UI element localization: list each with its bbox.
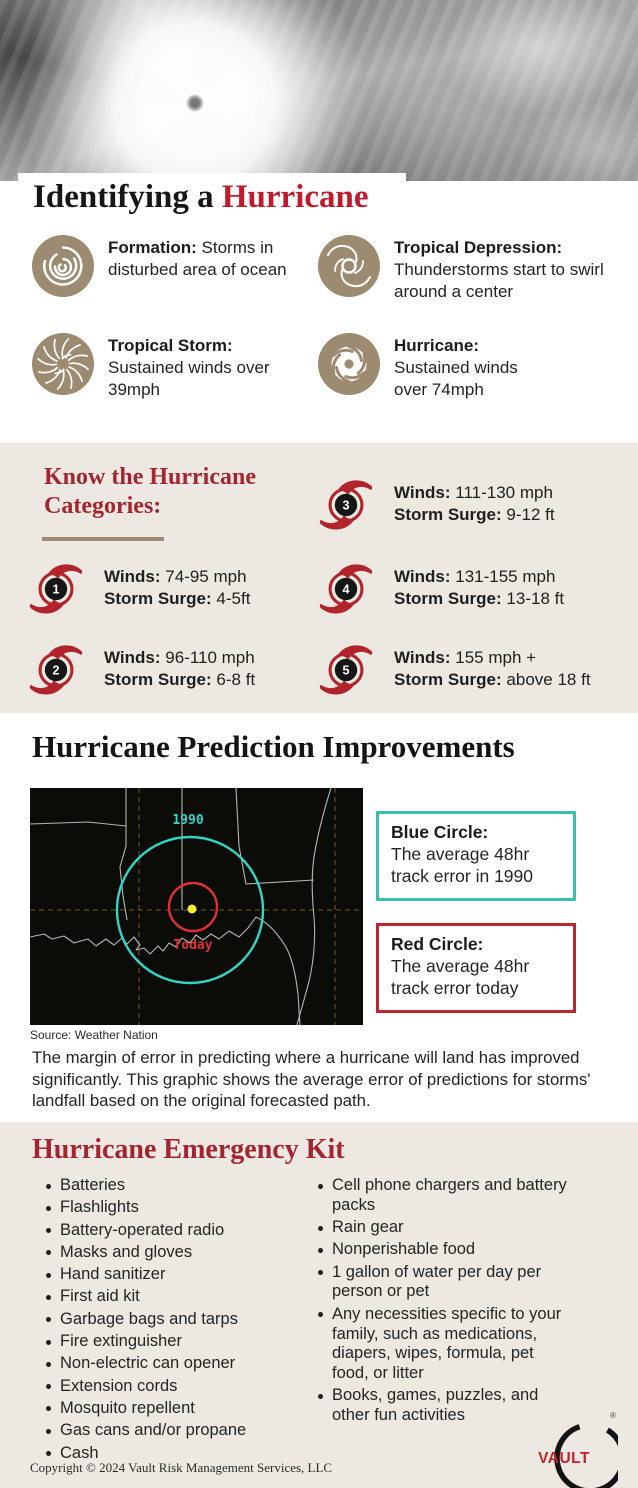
winds-line <box>104 647 255 669</box>
kit-item: Non-electric can opener <box>40 1354 290 1374</box>
kit-item: Masks and gloves <box>40 1243 290 1263</box>
hero-satellite-photo <box>0 0 638 216</box>
legend-body: The average 48hr track error today <box>391 955 530 998</box>
legend-blue-circle <box>376 811 576 901</box>
category-1 <box>28 560 250 616</box>
winds-value: 74-95 mph <box>165 566 247 586</box>
legend-red-circle <box>376 923 576 1013</box>
category-4 <box>318 560 564 616</box>
surge-line <box>104 588 250 610</box>
categories-section <box>0 443 638 713</box>
kit-item: Hand sanitizer <box>40 1265 290 1285</box>
kit-item: Garbage bags and tarps <box>40 1310 290 1330</box>
category-text <box>394 566 564 611</box>
hurricane-category-icon <box>28 560 84 616</box>
kit-item: Mosquito repellent <box>40 1399 290 1419</box>
kit-item: Nonperishable food <box>312 1240 574 1260</box>
spiral-arms-icon <box>318 235 380 297</box>
map-label-1990: 1990 <box>172 813 204 828</box>
kit-item: 1 gallon of water per day per person or pet <box>312 1263 574 1303</box>
emergency-kit-section <box>0 1122 638 1488</box>
stage-hurricane <box>318 333 544 400</box>
kit-item: Books, games, puzzles, and other fun activities <box>312 1386 574 1426</box>
surge-line <box>394 588 564 610</box>
legend-body: The average 48hr track error in 1990 <box>391 843 534 886</box>
category-text <box>394 482 555 527</box>
stage-text <box>108 237 293 281</box>
page-title <box>18 173 406 228</box>
stage-text <box>394 237 619 302</box>
winds-label: Winds: <box>104 647 161 667</box>
stage-label: Hurricane: <box>394 336 480 355</box>
surge-label: Storm Surge: <box>104 589 212 608</box>
category-text <box>104 647 255 692</box>
categories-heading: Know the Hurricane Categories: <box>44 464 256 519</box>
category-number: 2 <box>52 663 60 678</box>
surge-value: above 18 ft <box>506 670 591 689</box>
winds-value: 155 mph + <box>455 647 537 667</box>
map-source: Source: Weather Nation <box>30 1028 158 1042</box>
surge-label: Storm Surge: <box>394 670 502 689</box>
stage-label: Formation: <box>108 238 197 257</box>
stage-formation <box>32 235 293 297</box>
stage-tropical-storm <box>32 333 293 400</box>
winds-line <box>394 647 591 669</box>
kit-item: Any necessities specific to your family, such as medications, diapers, wipes, formula, pet food, or litter <box>312 1305 574 1384</box>
category-2 <box>28 641 255 697</box>
kit-item: Cell phone chargers and battery packs <box>312 1176 574 1216</box>
winds-label: Winds: <box>394 647 451 667</box>
kit-item: Rain gear <box>312 1218 574 1238</box>
copyright-text: Copyright © 2024 Vault Risk Management Services, LLC <box>30 1460 333 1475</box>
kit-item: Cash <box>40 1444 290 1464</box>
registered-mark: ® <box>610 1411 616 1420</box>
stage-desc: Thunderstorms start to swirl around a center <box>394 259 604 301</box>
starburst-swirl-icon <box>32 333 94 395</box>
surge-value: 9-12 ft <box>506 505 555 524</box>
hurricane-category-icon <box>318 560 374 616</box>
kit-item: Fire extinguisher <box>40 1332 290 1352</box>
logo-text: VAULT <box>538 1450 590 1467</box>
category-3 <box>318 476 555 532</box>
kit-list-left <box>40 1176 290 1466</box>
surge-line <box>104 669 255 691</box>
stage-desc: Sustained winds over 74mph <box>394 357 518 399</box>
stage-text <box>394 335 544 400</box>
hurricane-category-icon <box>318 641 374 697</box>
hurricane-symbol-icon <box>318 333 380 395</box>
surge-value: 6-8 ft <box>216 670 256 689</box>
stage-label: Tropical Depression: <box>394 238 563 257</box>
surge-value: 13-18 ft <box>506 589 565 608</box>
kit-item: Battery-operated radio <box>40 1221 290 1241</box>
category-text <box>394 647 591 692</box>
title-black-part: Identifying a <box>33 179 222 216</box>
kit-heading: Hurricane Emergency Kit <box>32 1134 345 1165</box>
vault-logo <box>518 1382 618 1488</box>
prediction-section <box>0 713 638 1122</box>
hurricane-category-icon <box>318 476 374 532</box>
category-number: 3 <box>342 498 350 513</box>
winds-value: 131-155 mph <box>455 566 556 586</box>
stage-label: Tropical Storm: <box>108 336 233 355</box>
winds-label: Winds: <box>394 482 451 502</box>
legend-title: Blue Circle: <box>391 822 489 842</box>
kit-item: Flashlights <box>40 1198 290 1218</box>
landfall-dot <box>188 905 197 914</box>
winds-line <box>104 566 250 588</box>
winds-label: Winds: <box>104 566 161 586</box>
track-error-map <box>30 788 363 1025</box>
surge-label: Storm Surge: <box>104 670 212 689</box>
surge-value: 4-5ft <box>216 589 251 608</box>
formation-swirl-icon <box>32 235 94 297</box>
kit-item: Extension cords <box>40 1377 290 1397</box>
category-5 <box>318 641 591 697</box>
winds-value: 111-130 mph <box>455 482 553 502</box>
stage-tropical-depression <box>318 235 619 302</box>
map-label-today: Today <box>173 938 213 953</box>
surge-label: Storm Surge: <box>394 505 502 524</box>
surge-line <box>394 669 591 691</box>
category-number: 4 <box>342 582 350 597</box>
divider <box>42 537 164 541</box>
stage-desc: Storms in disturbed area of ocean <box>108 238 287 279</box>
category-number: 5 <box>342 663 350 678</box>
stage-desc: Sustained winds over 39mph <box>108 357 270 399</box>
kit-item: Batteries <box>40 1176 290 1196</box>
title-red-part: Hurricane <box>221 179 369 216</box>
winds-line <box>394 482 555 504</box>
stage-text <box>108 335 293 400</box>
winds-line <box>394 566 564 588</box>
surge-label: Storm Surge: <box>394 589 502 608</box>
category-text <box>104 566 250 611</box>
legend-title: Red Circle: <box>391 934 484 954</box>
kit-item: First aid kit <box>40 1287 290 1307</box>
winds-value: 96-110 mph <box>165 647 255 667</box>
kit-item: Gas cans and/or propane <box>40 1421 290 1441</box>
surge-line <box>394 504 555 526</box>
winds-label: Winds: <box>394 566 451 586</box>
hurricane-category-icon <box>28 641 84 697</box>
prediction-paragraph: The margin of error in predicting where a hurricane will land has improved significantly. This graphic shows the average error of predictions for storms' landfall based on the original forecasted path. <box>32 1048 591 1111</box>
category-number: 1 <box>52 582 60 597</box>
prediction-heading: Hurricane Prediction Improvements <box>32 729 515 764</box>
